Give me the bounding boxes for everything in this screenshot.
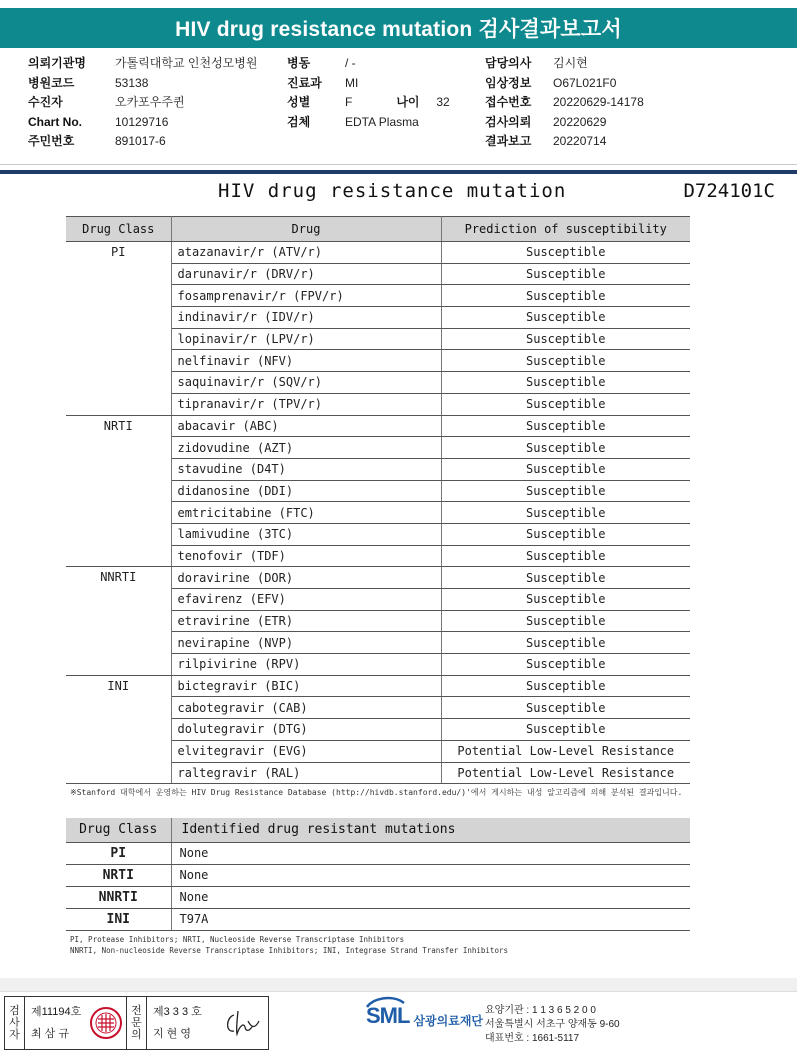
prediction-cell: Susceptible xyxy=(441,458,690,480)
report-title-bar xyxy=(0,8,797,48)
table-row xyxy=(66,242,690,264)
info-value: 가톨릭대학교 인천성모병원 xyxy=(115,56,258,70)
info-row xyxy=(28,54,257,74)
drug-cell: dolutegravir (DTG) xyxy=(171,719,441,741)
drug-cell: indinavir/r (IDV/r) xyxy=(171,307,441,329)
section-title: HIV drug resistance mutation xyxy=(218,180,567,202)
info-row xyxy=(28,132,257,152)
drug-cell: etravirine (ETR) xyxy=(171,610,441,632)
info-value: 20220629-14178 xyxy=(553,95,644,109)
drug-cell: efavirenz (EFV) xyxy=(171,589,441,611)
patient-info-col1 xyxy=(28,54,257,152)
header-divider-thick xyxy=(0,170,797,174)
info-row xyxy=(28,113,257,133)
mutation-cell: None xyxy=(171,864,690,886)
footer-band xyxy=(0,978,797,992)
tester-label-char: 사 xyxy=(9,1017,20,1029)
prediction-cell: Susceptible xyxy=(441,307,690,329)
verifier-label-char: 문 xyxy=(131,1017,142,1029)
info-value: / - xyxy=(345,56,356,70)
info-row xyxy=(485,54,644,74)
abbreviation-line: NNRTI, Non-nucleoside Reverse Transcriptase Inhibitors; INI, Integrase Strand Transfer Inhibitors xyxy=(70,946,508,955)
prediction-cell: Susceptible xyxy=(441,437,690,459)
header-mut-drug-class: Drug Class xyxy=(66,818,171,842)
drug-cell: saquinavir/r (SQV/r) xyxy=(171,372,441,394)
drug-cell: fosamprenavir/r (FPV/r) xyxy=(171,285,441,307)
table-row xyxy=(66,864,690,886)
logo-text: SML xyxy=(366,1003,410,1028)
header-prediction: Prediction of susceptibility xyxy=(441,217,690,242)
info-label: 검체 xyxy=(287,114,311,129)
drug-cell: rilpivirine (RPV) xyxy=(171,654,441,676)
tester-name: 최 삼 규 xyxy=(31,1028,69,1040)
prediction-cell: Susceptible xyxy=(441,567,690,589)
verifier-license: 제3 3 3 호 xyxy=(153,1006,202,1018)
info-value: EDTA Plasma xyxy=(345,114,419,129)
info-value: 20220629 xyxy=(553,114,607,129)
info-row xyxy=(28,74,257,94)
mutation-table xyxy=(66,818,690,931)
susceptibility-table xyxy=(66,216,690,784)
info-row xyxy=(287,54,450,74)
prediction-cell: Susceptible xyxy=(441,480,690,502)
drug-cell: cabotegravir (CAB) xyxy=(171,697,441,719)
info-value: 10129716 xyxy=(115,114,169,129)
prediction-cell: Susceptible xyxy=(441,328,690,350)
info-label: 수진자 xyxy=(28,95,63,109)
lab-address: 서울특별시 서초구 양재동 9-60 xyxy=(485,1019,620,1030)
info-row xyxy=(287,113,450,133)
patient-info-col2 xyxy=(287,54,450,132)
drug-class-cell: NRTI xyxy=(66,415,171,567)
prediction-cell: Susceptible xyxy=(441,415,690,437)
prediction-cell: Susceptible xyxy=(441,589,690,611)
prediction-cell: Susceptible xyxy=(441,632,690,654)
mutation-cell: None xyxy=(171,842,690,864)
table-row xyxy=(66,842,690,864)
prediction-cell: Susceptible xyxy=(441,350,690,372)
table-row xyxy=(66,567,690,589)
mutation-class-cell: INI xyxy=(66,908,171,930)
header-mutations: Identified drug resistant mutations xyxy=(171,818,690,842)
info-label: 진료과 xyxy=(287,75,322,90)
drug-cell: atazanavir/r (ATV/r) xyxy=(171,242,441,264)
info-row xyxy=(287,93,450,113)
prediction-cell: Susceptible xyxy=(441,523,690,545)
tester-info xyxy=(25,997,127,1049)
tester-label-char: 자 xyxy=(9,1029,20,1041)
info-label: 병원코드 xyxy=(28,75,75,90)
info-value: 53138 xyxy=(115,75,149,90)
susceptibility-header-row xyxy=(66,217,690,242)
drug-cell: tenofovir (TDF) xyxy=(171,545,441,567)
prediction-cell: Susceptible xyxy=(441,502,690,524)
signature-box xyxy=(4,996,269,1050)
drug-cell: lopinavir/r (LPV/r) xyxy=(171,328,441,350)
prediction-cell: Potential Low-Level Resistance xyxy=(441,762,690,784)
table-row xyxy=(66,886,690,908)
tester-license: 제11194호 xyxy=(31,1006,82,1018)
header-drug: Drug xyxy=(171,217,441,242)
verifier-label-char: 전 xyxy=(131,1005,142,1017)
org-name: 삼광의료재단 xyxy=(413,1013,484,1028)
drug-cell: darunavir/r (DRV/r) xyxy=(171,263,441,285)
mutation-header-row xyxy=(66,818,690,842)
info-label: 병동 xyxy=(287,56,311,70)
drug-cell: didanosine (DDI) xyxy=(171,480,441,502)
prediction-cell: Susceptible xyxy=(441,610,690,632)
prediction-cell: Potential Low-Level Resistance xyxy=(441,740,690,762)
drug-cell: raltegravir (RAL) xyxy=(171,762,441,784)
mutation-class-cell: NNRTI xyxy=(66,886,171,908)
lab-code: 요양기관 : 1 1 3 6 5 2 0 0 xyxy=(485,1005,596,1016)
tester-label xyxy=(5,997,25,1049)
lab-phone: 대표번호 : 1661-5117 xyxy=(485,1033,580,1044)
drug-cell: tipranavir/r (TPV/r) xyxy=(171,393,441,415)
info-value: 김시현 xyxy=(553,56,588,70)
header-drug-class: Drug Class xyxy=(66,217,171,242)
info-label: 임상정보 xyxy=(485,75,532,90)
mutation-cell: T97A xyxy=(171,908,690,930)
logo-arc-icon xyxy=(364,995,406,1009)
footer-logo xyxy=(366,1003,483,1029)
info-value: 오카포우주퀸 xyxy=(115,95,185,109)
mutation-cell: None xyxy=(171,886,690,908)
prediction-cell: Susceptible xyxy=(441,372,690,394)
age-value: 32 xyxy=(436,95,450,109)
drug-cell: doravirine (DOR) xyxy=(171,567,441,589)
drug-cell: nevirapine (NVP) xyxy=(171,632,441,654)
sml-logo xyxy=(366,1003,409,1029)
info-row xyxy=(28,93,257,113)
prediction-cell: Susceptible xyxy=(441,654,690,676)
seal-stamp-icon xyxy=(88,1005,124,1041)
signature-icon xyxy=(222,1007,262,1039)
prediction-cell: Susceptible xyxy=(441,545,690,567)
info-row xyxy=(287,74,450,94)
info-label: 접수번호 xyxy=(485,95,532,109)
info-value: MI xyxy=(345,75,359,90)
abbreviations xyxy=(70,934,508,956)
report-title: HIV drug resistance mutation 검사결과보고서 xyxy=(175,18,622,41)
lab-info xyxy=(485,1004,620,1046)
report-code: D724101C xyxy=(683,180,775,202)
abbreviation-line: PI, Protease Inhibitors; NRTI, Nucleoside Reverse Transcriptase Inhibitors xyxy=(70,935,405,944)
prediction-cell: Susceptible xyxy=(441,675,690,697)
patient-info-col3 xyxy=(485,54,644,152)
drug-cell: nelfinavir (NFV) xyxy=(171,350,441,372)
drug-class-cell: NNRTI xyxy=(66,567,171,675)
tester-label-char: 검 xyxy=(9,1005,20,1017)
prediction-cell: Susceptible xyxy=(441,719,690,741)
info-label: Chart No. xyxy=(28,114,82,129)
info-row xyxy=(485,113,644,133)
prediction-cell: Susceptible xyxy=(441,263,690,285)
info-value: O67L021F0 xyxy=(553,75,617,90)
verifier-label xyxy=(127,997,147,1049)
drug-class-cell: INI xyxy=(66,675,171,783)
info-row xyxy=(485,132,644,152)
prediction-cell: Susceptible xyxy=(441,242,690,264)
info-label: 검사의뢰 xyxy=(485,114,532,129)
drug-class-cell: PI xyxy=(66,242,171,416)
verifier-info xyxy=(147,997,268,1049)
drug-cell: abacavir (ABC) xyxy=(171,415,441,437)
table-row xyxy=(66,675,690,697)
stanford-note: ※Stanford 대학에서 운영하는 HIV Drug Resistance Database (http://hivdb.stanford.edu/)'에서 게시하는 내성 알고리즘에 의해 분석된 결과입니다. xyxy=(70,788,683,797)
info-row xyxy=(485,74,644,94)
prediction-cell: Susceptible xyxy=(441,285,690,307)
drug-cell: elvitegravir (EVG) xyxy=(171,740,441,762)
prediction-cell: Susceptible xyxy=(441,697,690,719)
info-value: 20220714 xyxy=(553,134,607,148)
info-label: 담당의사 xyxy=(485,56,532,70)
drug-cell: emtricitabine (FTC) xyxy=(171,502,441,524)
info-label: 성별 xyxy=(287,95,311,109)
drug-cell: zidovudine (AZT) xyxy=(171,437,441,459)
header-divider-thin xyxy=(0,164,797,165)
drug-cell: stavudine (D4T) xyxy=(171,458,441,480)
table-row xyxy=(66,908,690,930)
info-label: 의뢰기관명 xyxy=(28,56,86,70)
info-row xyxy=(485,93,644,113)
info-label: 결과보고 xyxy=(485,134,532,148)
drug-cell: bictegravir (BIC) xyxy=(171,675,441,697)
drug-cell: lamivudine (3TC) xyxy=(171,523,441,545)
table-row xyxy=(66,415,690,437)
verifier-label-char: 의 xyxy=(131,1029,142,1041)
verifier-name: 지 현 영 xyxy=(153,1028,191,1040)
info-value: F xyxy=(345,95,353,109)
mutation-class-cell: PI xyxy=(66,842,171,864)
info-value: 891017-6 xyxy=(115,134,166,148)
age-label: 나이 xyxy=(396,95,420,109)
prediction-cell: Susceptible xyxy=(441,393,690,415)
info-label: 주민번호 xyxy=(28,134,75,148)
mutation-class-cell: NRTI xyxy=(66,864,171,886)
